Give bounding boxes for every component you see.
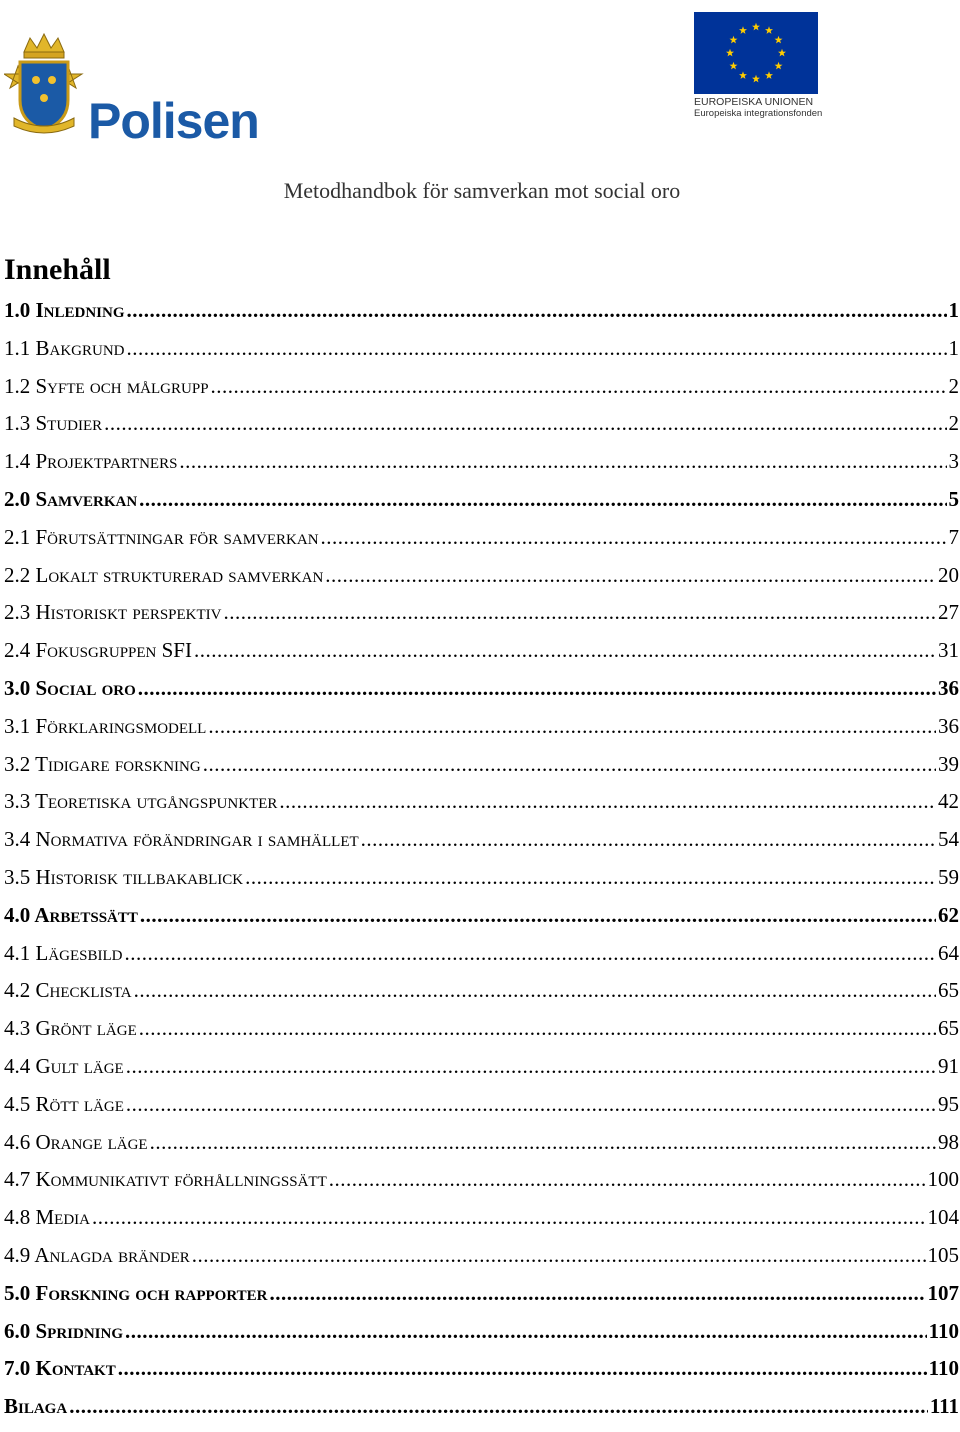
toc-entry[interactable] (4, 714, 959, 752)
toc-entry-page[interactable]: 105 (927, 1242, 959, 1267)
toc-leader-dots (192, 1243, 926, 1268)
toc-leader-dots (361, 827, 936, 852)
toc-entry-page[interactable]: 110 (928, 1356, 959, 1381)
eu-title: EUROPEISKA UNIONEN (694, 96, 814, 108)
toc-entry[interactable] (4, 1130, 959, 1168)
toc-entry-label[interactable]: 3.2 Tidigare forskning (4, 751, 201, 776)
toc-leader-dots (134, 978, 936, 1003)
toc-entry-label[interactable]: 4.4 Gult läge (4, 1053, 124, 1078)
toc-entry-page[interactable]: 36 (938, 713, 959, 738)
toc-entry[interactable] (4, 638, 959, 676)
toc-leader-dots (140, 903, 936, 928)
toc-entry[interactable] (4, 752, 959, 790)
toc-leader-dots (279, 789, 936, 814)
toc-leader-dots (203, 752, 936, 777)
toc-entry-label[interactable]: 7.0 Kontakt (4, 1356, 116, 1381)
toc-entry-label[interactable]: 1.1 Bakgrund (4, 335, 125, 360)
toc-entry-page[interactable]: 91 (938, 1053, 959, 1078)
toc-entry-page[interactable]: 65 (938, 1016, 959, 1041)
toc-entry-page[interactable]: 20 (938, 562, 959, 587)
toc-entry-page[interactable]: 36 (938, 675, 959, 700)
toc-leader-dots (127, 298, 947, 323)
toc-leader-dots (269, 1281, 925, 1306)
toc-entry-page[interactable]: 2 (948, 411, 959, 436)
toc-entry[interactable] (4, 1319, 959, 1357)
toc-entry-label[interactable]: 1.3 Studier (4, 411, 103, 436)
toc-heading: Innehåll (4, 253, 111, 286)
toc-leader-dots (321, 525, 947, 550)
toc-entry-page[interactable]: 42 (938, 789, 959, 814)
toc-leader-dots (139, 1016, 936, 1041)
police-crest-icon (4, 30, 84, 135)
toc-entry[interactable] (4, 1281, 959, 1319)
toc-entry[interactable] (4, 1167, 959, 1205)
toc-entry[interactable] (4, 941, 959, 979)
toc-entry-label[interactable]: 2.0 Samverkan (4, 486, 138, 511)
toc-leader-dots (92, 1205, 926, 1230)
toc-leader-dots (118, 1356, 927, 1381)
toc-entry-label[interactable]: 2.4 Fokusgruppen SFI (4, 638, 192, 663)
toc-entry[interactable] (4, 600, 959, 638)
toc-entry[interactable] (4, 1054, 959, 1092)
toc-entry-label[interactable]: 1.0 Inledning (4, 298, 125, 322)
toc-leader-dots (325, 563, 936, 588)
toc-entry[interactable] (4, 563, 959, 601)
toc-entry-page[interactable]: 1 (948, 335, 959, 360)
toc-entry[interactable] (4, 1092, 959, 1130)
eu-subtitle: Europeiska integrationsfonden (694, 108, 823, 119)
toc-leader-dots (224, 600, 937, 625)
table-of-contents (4, 298, 959, 1432)
toc-entry-label[interactable]: Bilaga (4, 1394, 68, 1419)
toc-entry[interactable] (4, 525, 959, 563)
toc-entry[interactable] (4, 1243, 959, 1281)
toc-entry-page[interactable]: 3 (948, 449, 959, 474)
toc-entry-page[interactable]: 95 (938, 1091, 959, 1116)
toc-entry-page[interactable]: 98 (938, 1129, 959, 1154)
toc-entry-label[interactable]: 4.0 Arbetssätt (4, 902, 138, 927)
toc-entry-page[interactable]: 1 (948, 298, 959, 322)
toc-leader-dots (127, 336, 947, 361)
toc-entry-label[interactable]: 1.2 Syfte och målgrupp (4, 373, 209, 398)
toc-entry-page[interactable]: 54 (938, 827, 959, 852)
eu-logo (694, 12, 823, 119)
toc-entry[interactable] (4, 374, 959, 412)
toc-entry[interactable] (4, 487, 959, 525)
toc-entry-label[interactable]: 4.7 Kommunikativt förhållningssätt (4, 1167, 327, 1192)
toc-entry-page[interactable]: 111 (929, 1394, 959, 1419)
toc-entry-page[interactable]: 5 (948, 486, 959, 511)
toc-entry[interactable] (4, 1356, 959, 1394)
toc-leader-dots (208, 714, 936, 739)
toc-entry-label[interactable]: 2.3 Historiskt perspektiv (4, 600, 222, 625)
toc-leader-dots (150, 1130, 936, 1155)
document-title: Metodhandbok för samverkan mot social oro (283, 178, 681, 203)
polisen-logo (4, 30, 264, 149)
toc-entry-label[interactable]: 2.2 Lokalt strukturerad samverkan (4, 562, 324, 587)
toc-entry-label[interactable]: 4.5 Rött läge (4, 1091, 124, 1116)
toc-leader-dots (69, 1394, 928, 1419)
toc-entry-page[interactable]: 104 (927, 1205, 959, 1230)
toc-entry-page[interactable]: 62 (938, 902, 959, 927)
toc-leader-dots (104, 411, 946, 436)
toc-leader-dots (211, 374, 947, 399)
toc-entry-page[interactable]: 64 (938, 940, 959, 965)
toc-entry-label[interactable]: 3.5 Historisk tillbakablick (4, 864, 244, 889)
toc-entry[interactable] (4, 449, 959, 487)
polisen-logo-text: Polisen (88, 93, 259, 149)
toc-entry-page[interactable]: 2 (948, 373, 959, 398)
toc-entry-label[interactable]: 3.4 Normativa förändringar i samhället (4, 827, 359, 852)
toc-entry[interactable] (4, 336, 959, 374)
toc-entry-page[interactable]: 59 (938, 864, 959, 889)
toc-entry-page[interactable]: 65 (938, 978, 959, 1003)
toc-entry-page[interactable]: 100 (927, 1167, 959, 1192)
toc-entry-label[interactable]: 4.6 Orange läge (4, 1129, 148, 1154)
toc-entry[interactable] (4, 827, 959, 865)
toc-entry[interactable] (4, 1016, 959, 1054)
toc-entry-label[interactable]: 3.3 Teoretiska utgångspunkter (4, 789, 278, 814)
toc-entry[interactable] (4, 1205, 959, 1243)
toc-entry-label[interactable]: 4.3 Grönt läge (4, 1016, 137, 1041)
toc-entry-label[interactable]: 4.2 Checklista (4, 978, 132, 1003)
toc-entry-label[interactable]: 3.1 Förklaringsmodell (4, 713, 207, 738)
toc-entry[interactable] (4, 789, 959, 827)
toc-entry-label[interactable]: 4.8 Media (4, 1205, 90, 1230)
toc-entry[interactable] (4, 411, 959, 449)
toc-entry-page[interactable]: 27 (938, 600, 959, 625)
toc-leader-dots (329, 1167, 926, 1192)
toc-entry-page[interactable]: 110 (928, 1318, 959, 1343)
toc-entry[interactable] (4, 298, 959, 336)
toc-leader-dots (194, 638, 936, 663)
toc-entry-label[interactable]: 6.0 Spridning (4, 1318, 124, 1343)
toc-entry-label[interactable]: 4.9 Anlagda bränder (4, 1242, 190, 1267)
toc-leader-dots (179, 449, 946, 474)
toc-leader-dots (126, 1054, 936, 1079)
toc-entry-page[interactable]: 107 (927, 1280, 959, 1305)
toc-leader-dots (138, 676, 936, 701)
toc-entry-label[interactable]: 4.1 Lägesbild (4, 940, 123, 965)
toc-leader-dots (139, 487, 946, 512)
toc-entry-label[interactable]: 5.0 Forskning och rapporter (4, 1280, 268, 1305)
toc-leader-dots (125, 1319, 927, 1344)
toc-entry-label[interactable]: 2.1 Förutsättningar för samverkan (4, 524, 319, 549)
toc-entry-page[interactable]: 39 (938, 751, 959, 776)
toc-entry[interactable] (4, 676, 959, 714)
toc-leader-dots (125, 941, 937, 966)
toc-entry[interactable] (4, 865, 959, 903)
toc-entry-label[interactable]: 3.0 Social oro (4, 675, 136, 700)
toc-leader-dots (245, 865, 936, 890)
toc-entry[interactable] (4, 903, 959, 941)
toc-entry[interactable] (4, 1394, 959, 1432)
eu-flag-icon (694, 12, 818, 94)
toc-entry-label[interactable]: 1.4 Projektpartners (4, 449, 178, 474)
toc-leader-dots (126, 1092, 936, 1117)
toc-entry-page[interactable]: 7 (948, 524, 959, 549)
toc-entry[interactable] (4, 978, 959, 1016)
toc-entry-page[interactable]: 31 (938, 638, 959, 663)
